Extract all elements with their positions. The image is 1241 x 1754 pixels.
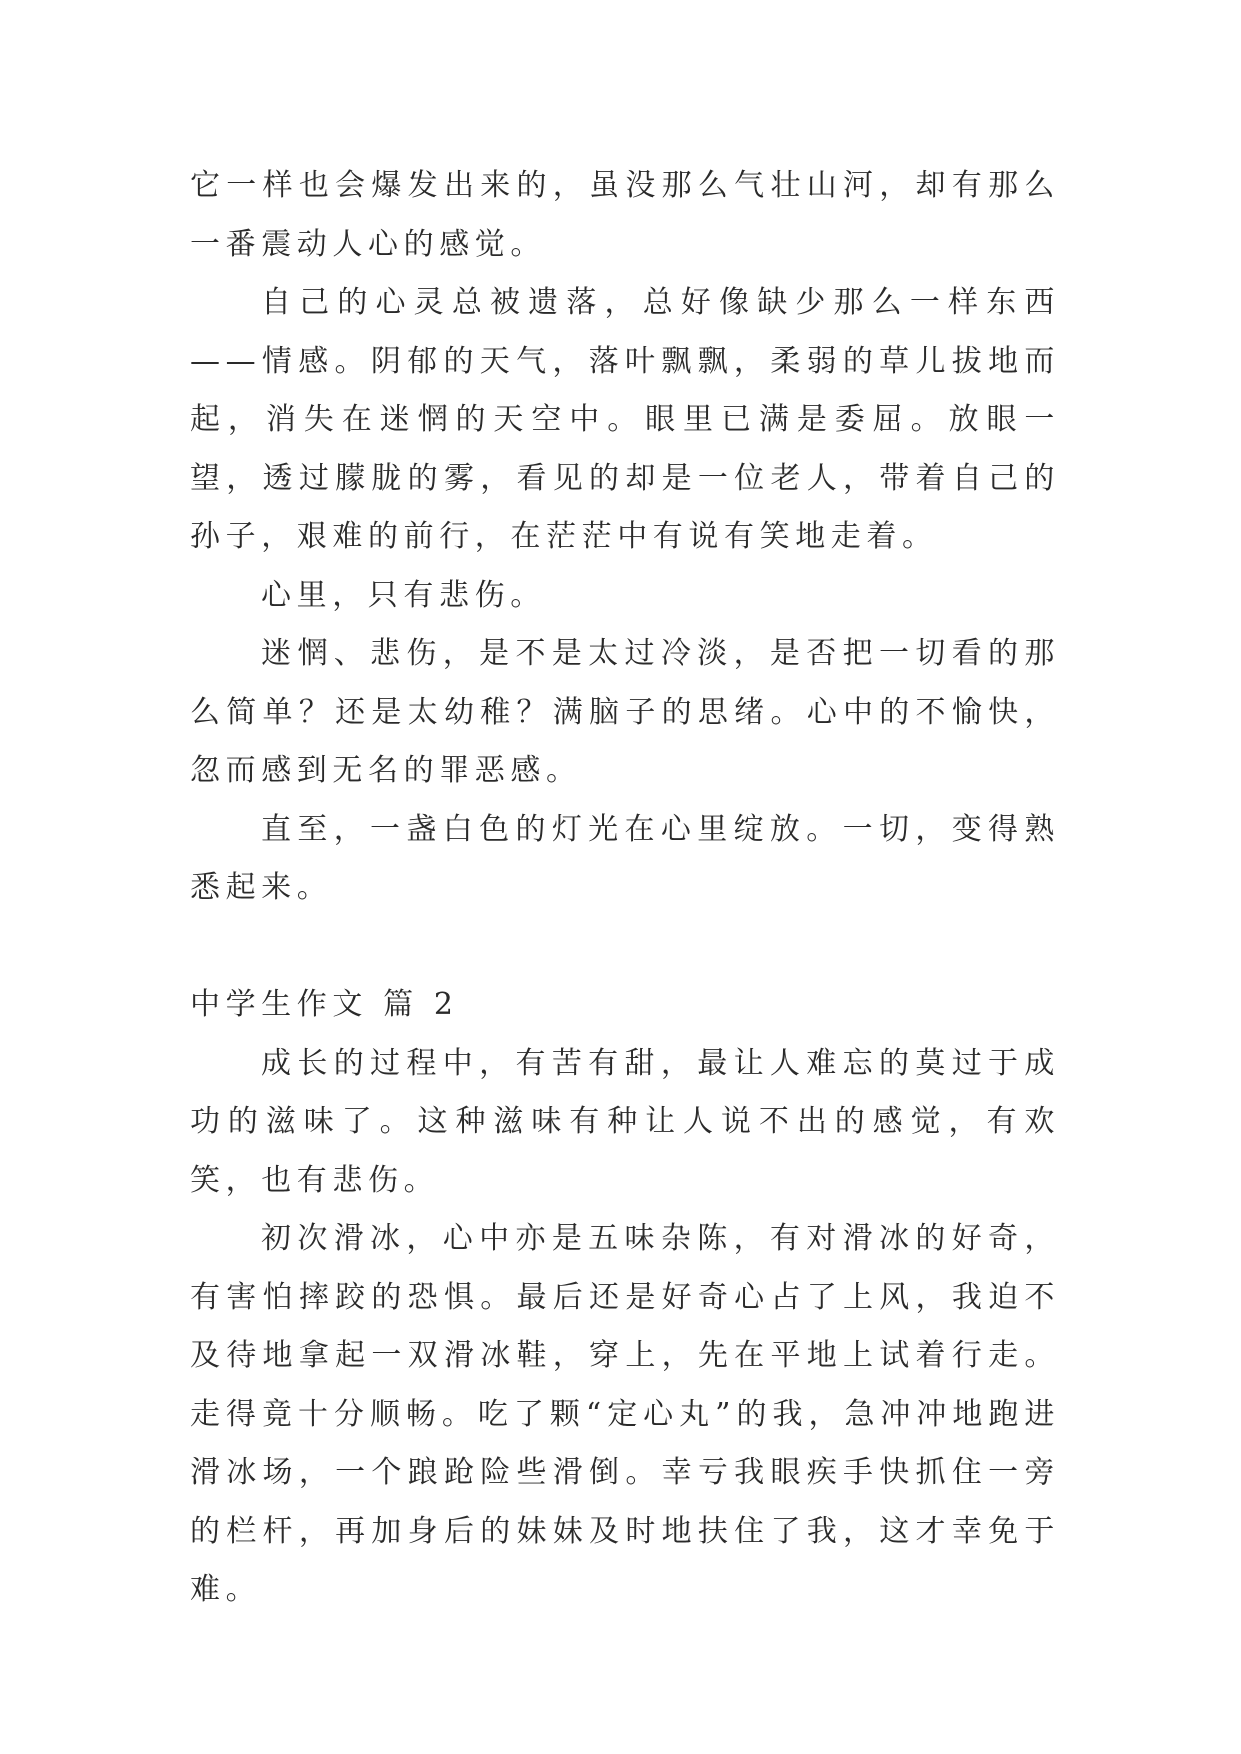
section-spacer [190, 918, 1060, 977]
document-body [190, 157, 1060, 1620]
paragraph: 自己的心灵总被遗落，总好像缺少那么一样东西——情感。阴郁的天气，落叶飘飘，柔弱的草儿拔地而起，消失在迷惘的天空中。眼里已满是委屈。放眼一望，透过朦胧的雾，看见的却是一位老人，带着自己的孙子，艰难的前行，在茫茫中有说有笑地走着。 [190, 285, 1060, 554]
paragraph-continuation: 它一样也会爆发出来的，虽没那么气壮山河，却有那么一番震动人心的感觉。 [190, 168, 1060, 262]
paragraph: 初次滑冰，心中亦是五味杂陈，有对滑冰的好奇，有害怕摔跤的恐惧。最后还是好奇心占了上风，我迫不及待地拿起一双滑冰鞋，穿上，先在平地上试着行走。走得竟十分顺畅。吃了颗“定心丸”的我，急冲冲地跑进滑冰场，一个踉跄险些滑倒。幸亏我眼疾手快抓住一旁的栏杆，再加身后的妹妹及时地扶住了我，这才幸免于难。 [190, 1221, 1060, 1607]
section-heading: 中学生作文 篇 2 [190, 987, 459, 1022]
paragraph: 迷惘、悲伤，是不是太过冷淡，是否把一切看的那么简单？还是太幼稚？满脑子的思绪。心中的不愉快，忽而感到无名的罪恶感。 [190, 636, 1060, 788]
paragraph: 成长的过程中，有苦有甜，最让人难忘的莫过于成功的滋味了。这种滋味有种让人说不出的感觉，有欢笑，也有悲伤。 [190, 1045, 1060, 1198]
paragraph: 直至，一盏白色的灯光在心里绽放。一切，变得熟悉起来。 [190, 811, 1060, 905]
paragraph: 心里，只有悲伤。 [261, 577, 546, 613]
